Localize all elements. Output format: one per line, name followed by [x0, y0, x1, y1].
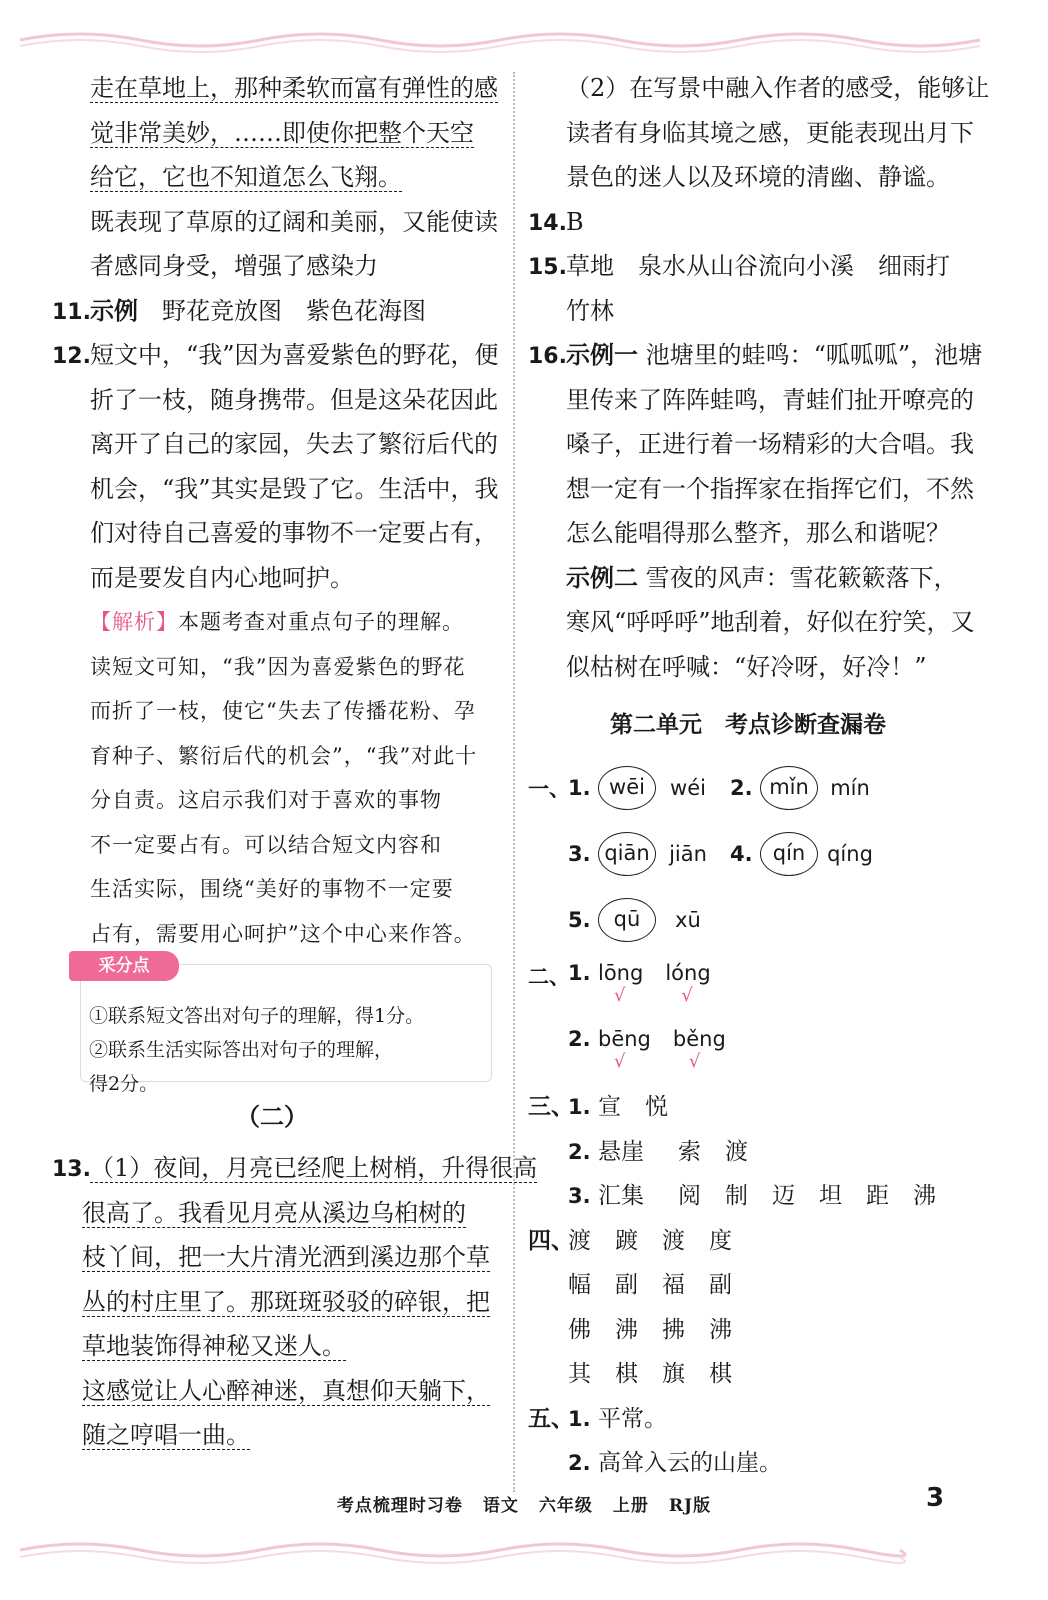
bottom-wave-decoration: [0, 1530, 1048, 1600]
top-wave-decoration: [0, 0, 1048, 60]
sec4-row-3: 佛 沸 拂 沸: [568, 1316, 732, 1343]
scoring-points-label: 采分点: [69, 951, 179, 981]
question-14: 14.B: [528, 207, 584, 236]
sec4-row-1: 四、渡 踱 渡 度: [528, 1227, 732, 1254]
sec4-row-2: 幅 副 福 副: [568, 1272, 732, 1298]
question-12: 12.短文中，“我”因为喜爱紫色的野花，便: [52, 341, 499, 369]
page-footer: 考点梳理时习卷 语文 六年级 上册 RJ版: [336, 1496, 712, 1516]
sec4-row-4: 其 棋 旗 棋: [568, 1361, 732, 1387]
sec2-row-1: 二、 1. lōng √ lóng √: [528, 961, 711, 1006]
question-13: 13.（1）夜间，月亮已经爬上树梢，升得很高: [52, 1154, 538, 1182]
right-column: （2）在写景中融入作者的感受，能够让 读者有身临其境之感，更能表现出月下 景色的迷人以及环境的清幽、静谧。 14.B 15.草地 泉水从山谷流向小溪 细雨打 竹林 16.示例一 池塘里的蛙鸣：“呱呱呱”，池塘 里传来了阵阵蛙鸣，青蛙们扯开嘹亮的 嗓子，正进行着一场精彩的大合唱。我 想一定有一个指挥家在指挥它们，不然 怎么能唱得那么整齐，那么和谐呢？ 示例二 雪夜的风声：雪花簌簌落下， 寒风“呼呼呼”地刮着，好似在狞笑，又 似枯树在呼喊：“好冷呀，好冷！” 第二单元 考点诊断查漏卷 一、 1. wēi wéi 2. mǐn mín 3. qiān jiān 4. qín qíng 5. qū xū 二、 1. lōng √ lóng √ 2. bēng √ běng √ 三、1. 宣 悦 2. 悬崖 索 渡 3. 汇集 阅 制 迈 坦 距 沸 四、渡 踱 渡 度 幅 副 福 副 佛 沸 拂 沸 其 棋 旗 棋 五、1. 平常。 2. 高耸入云的山崖。: [528, 66, 968, 1486]
sec5-row-1: 五、1. 平常。: [528, 1405, 667, 1432]
sec3-row-1: 三、1. 宣 悦: [528, 1094, 668, 1120]
q13-part2: （2）在写景中融入作者的感受，能够让: [566, 74, 990, 102]
column-divider: [513, 72, 515, 1492]
check-mark-icon: √: [688, 1051, 701, 1072]
sec3-row-3: 3. 汇集 阅 制 迈 坦 距 沸: [568, 1183, 936, 1209]
unit-two-title: 第二单元 考点诊断查漏卷: [610, 712, 886, 738]
circled-pinyin: wēi: [598, 766, 656, 810]
circled-pinyin: qiān: [598, 832, 656, 876]
analysis-block: 【解析】本题考查对重点句子的理解。: [90, 610, 464, 634]
question-15: 15.草地 泉水从山谷流向小溪 细雨打: [528, 252, 950, 280]
page-number: 3: [926, 1483, 945, 1513]
question-16: 16.示例一 池塘里的蛙鸣：“呱呱呱”，池塘: [528, 341, 983, 369]
sec1-row-2: 3. qiān jiān 4. qín qíng: [528, 821, 968, 887]
check-mark-icon: √: [614, 985, 626, 1006]
check-mark-icon: √: [614, 1051, 626, 1072]
sec5-row-2: 2. 高耸入云的山崖。: [568, 1450, 782, 1476]
sec3-row-2: 2. 悬崖 索 渡: [568, 1138, 748, 1165]
sec2-row-2: 2. bēng √ běng √: [568, 1027, 726, 1072]
question-11: 11.示例 野花竞放图 紫色花海图: [52, 296, 426, 325]
q10-continuation: 走在草地上，那种柔软而富有弹性的感: [90, 74, 498, 102]
circled-pinyin: mǐn: [760, 766, 818, 810]
section-two-title: （二）: [236, 1102, 308, 1131]
left-column: 走在草地上，那种柔软而富有弹性的感 觉非常美妙，……即使你把整个天空 给它，它也不知道怎么飞翔。 既表现了草原的辽阔和美丽，又能使读 者感同身受，增强了感染力 11.示例 野花竞放图 紫色花海图 12.短文中，“我”因为喜爱紫色的野花，便 折了一枝，随身携带。但是这朵花因此 离开了自己的家园，失去了繁衍后代的 机会，“我”其实是毁了它。生活中，我 们对待自己喜爱的事物不一定要占有， 而是要发自内心地呵护。 【解析】本题考查对重点句子的理解。 读短文可知，“我”因为喜爱紫色的野花 而折了一枝，使它“失去了传播花粉、孕 育种子、繁衍后代的机会”，“我”对此十 分自责。这启示我们对于喜欢的事物 不一定要占有。可以结合短文内容和 生活实际，围绕“美好的事物不一定要 占有，需要用心呵护”这个中心来作答。 采分点 ①联系短文答出对句子的理解，得1分。 ②联系生活实际答出对句子的理解， 得2分。 （二） 13.（1）夜间，月亮已经爬上树梢，升得很高 很高了。我看见月亮从溪边乌桕树的 枝丫间，把一大片清光洒到溪边那个草 丛的村庄里了。那斑斑驳驳的碎银，把 草地装饰得神秘又迷人。 这感觉让人心醉神迷，真想仰天躺下， 随之哼唱一曲。: [52, 66, 492, 1458]
circled-pinyin: qū: [598, 898, 656, 942]
check-mark-icon: √: [681, 985, 693, 1006]
sec1-row-3: 5. qū xū: [528, 887, 968, 953]
analysis-tag: 【解析】: [90, 610, 178, 634]
sec1-row-1: 一、 1. wēi wéi 2. mǐn mín: [528, 755, 968, 821]
circled-pinyin: qín: [760, 832, 818, 876]
scoring-points-box: 采分点 ①联系短文答出对句子的理解，得1分。 ②联系生活实际答出对句子的理解， 得2分。: [80, 964, 492, 1082]
